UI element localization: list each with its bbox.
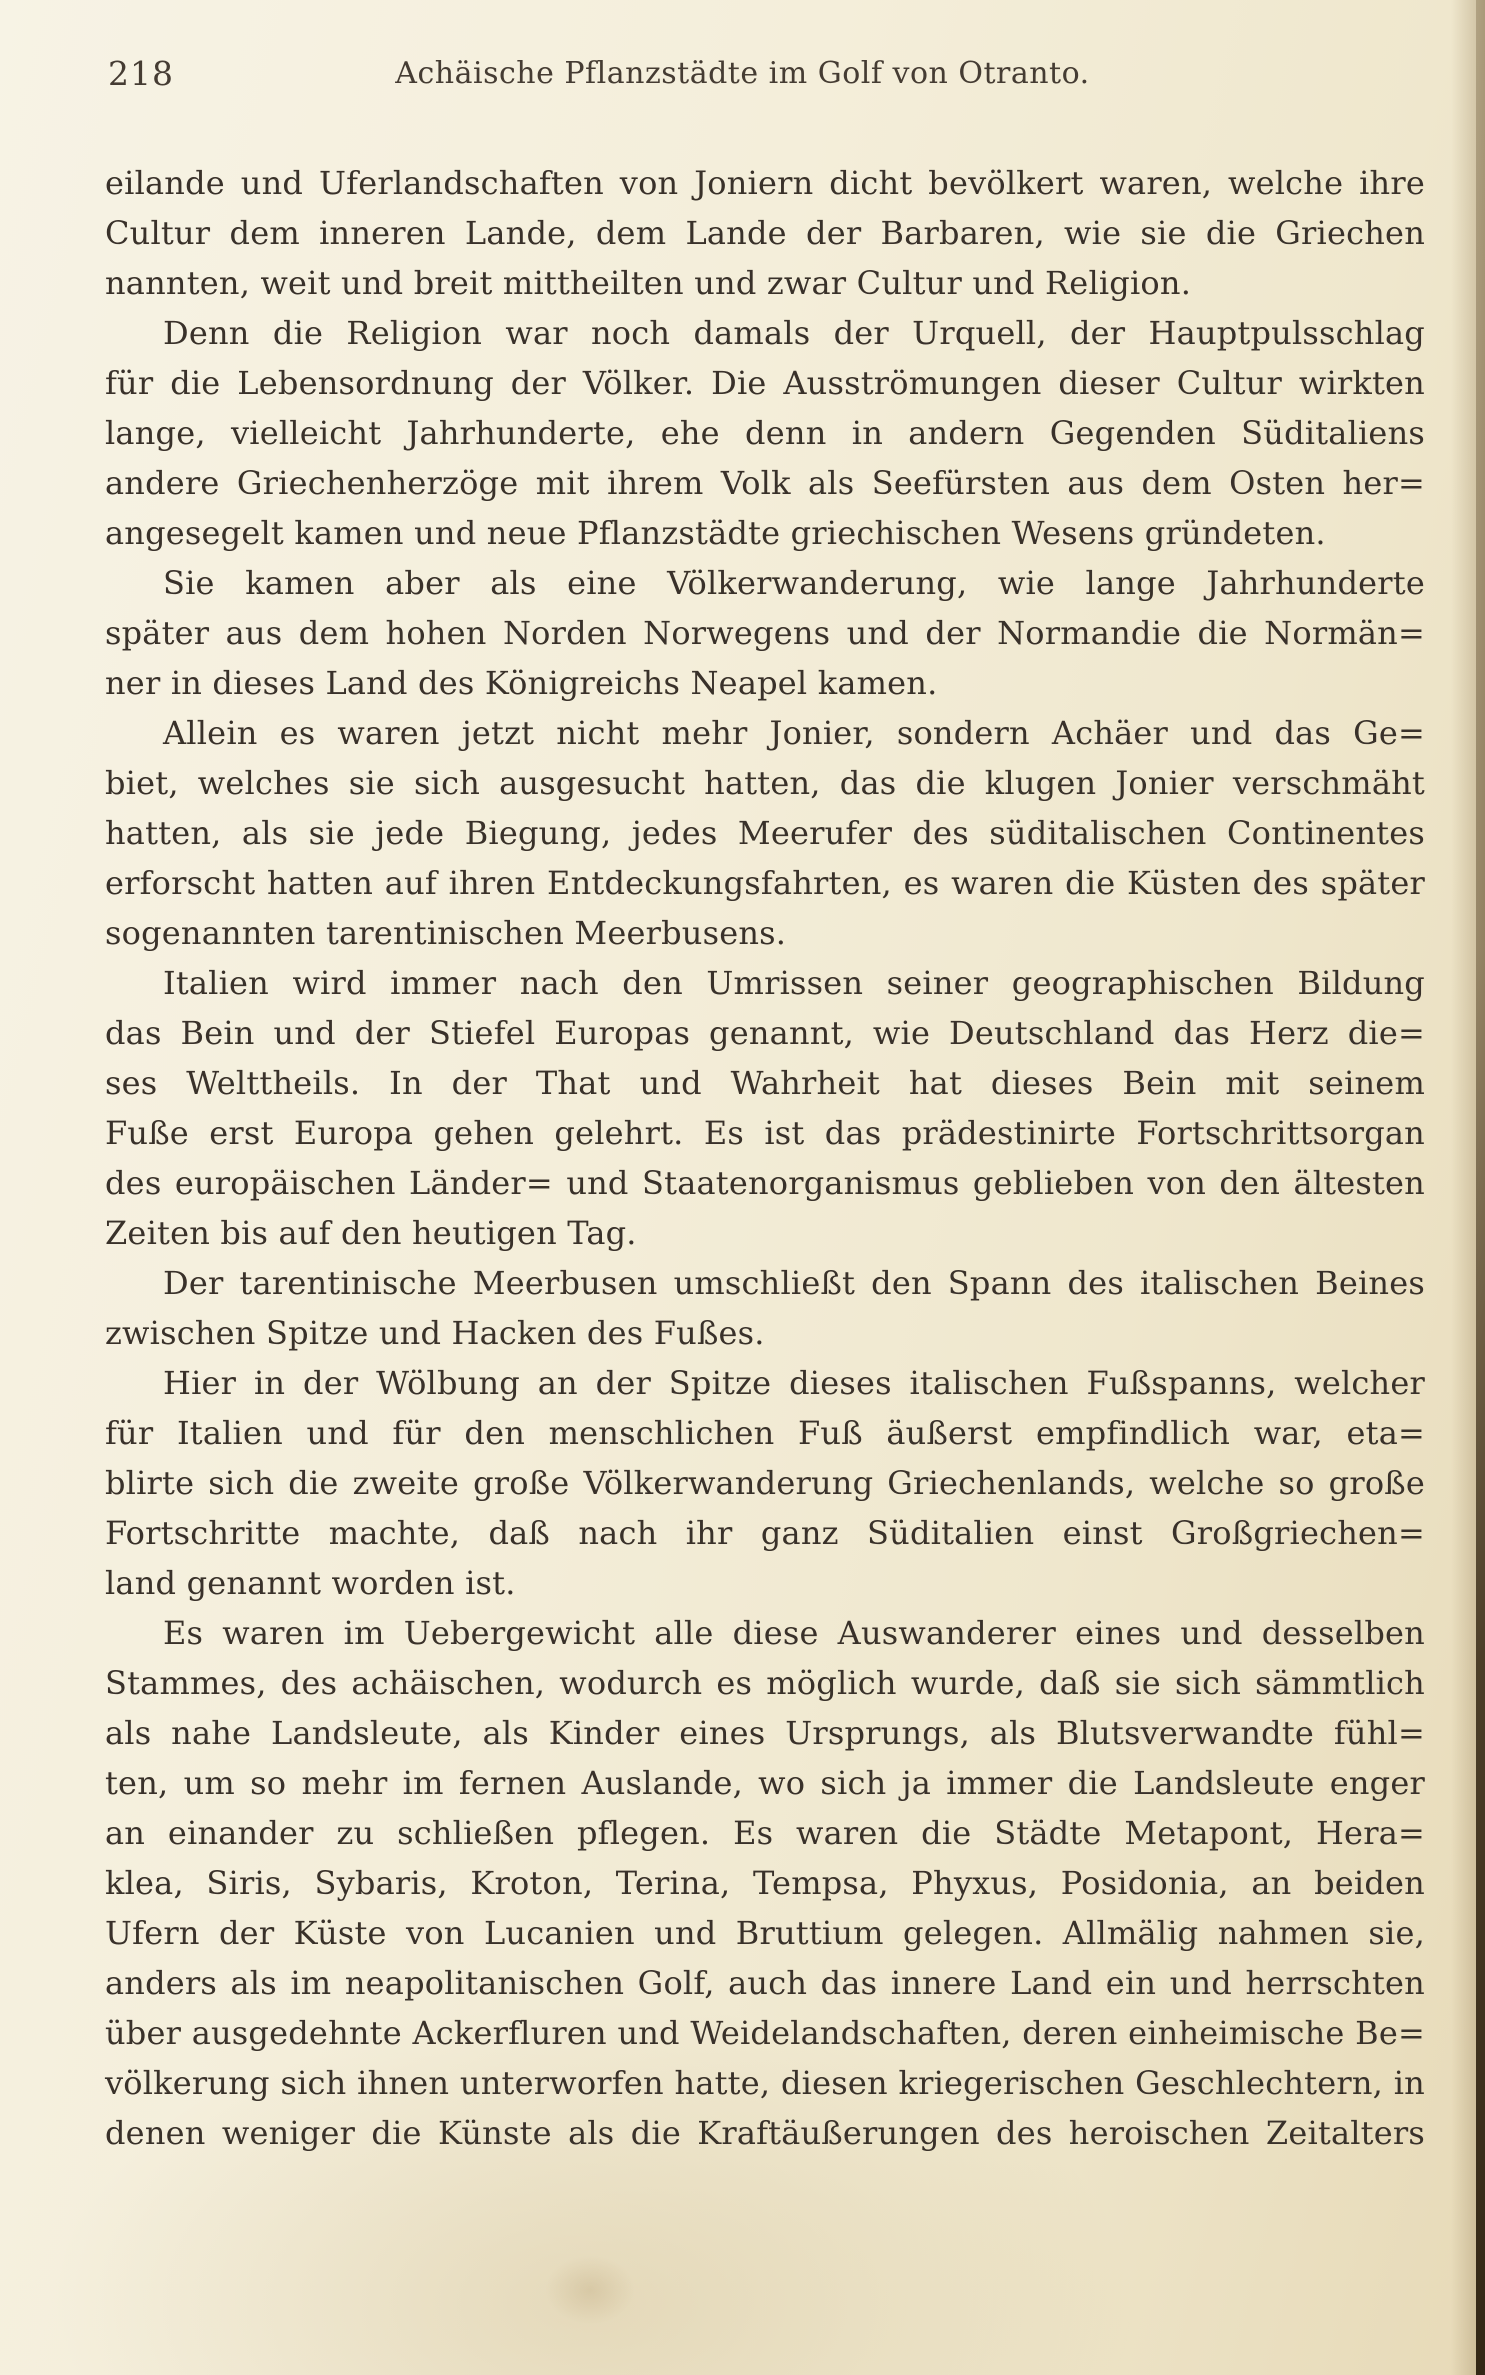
text-line: Cultur dem inneren Lande, dem Lande der Barbaren, wie sie die Griechen xyxy=(105,214,1425,252)
text-line: denen weniger die Künste als die Kraftäußerungen des heroischen Zeitalters xyxy=(105,2114,1425,2152)
text-line: ner in dieses Land des Königreichs Neapel kamen. xyxy=(105,664,938,702)
text-line: ses Welttheils. In der That und Wahrheit hat dieses Bein mit seinem xyxy=(105,1064,1425,1102)
text-line: Fuße erst Europa gehen gelehrt. Es ist das prädestinirte Fortschrittsorgan xyxy=(105,1114,1425,1152)
text-line: nannten, weit und breit mittheilten und zwar Cultur und Religion. xyxy=(105,264,1192,302)
text-line: völkerung sich ihnen unterworfen hatte, diesen kriegerischen Geschlechtern, in xyxy=(105,2064,1425,2102)
text-line: lange, vielleicht Jahrhunderte, ehe denn in andern Gegenden Süditaliens xyxy=(105,414,1425,452)
text-line: klea, Siris, Sybaris, Kroton, Terina, Tempsa, Phyxus, Posidonia, an beiden xyxy=(105,1864,1425,1902)
text-line: Es waren im Uebergewicht alle diese Auswanderer eines und desselben xyxy=(163,1614,1425,1652)
text-line: andere Griechenherzöge mit ihrem Volk als Seefürsten aus dem Osten her= xyxy=(105,464,1425,502)
text-line: zwischen Spitze und Hacken des Fußes. xyxy=(105,1314,765,1352)
text-line: blirte sich die zweite große Völkerwanderung Griechenlands, welche so große xyxy=(105,1464,1425,1502)
text-line: Zeiten bis auf den heutigen Tag. xyxy=(105,1214,637,1252)
text-line: an einander zu schließen pflegen. Es waren die Städte Metapont, Hera= xyxy=(105,1814,1425,1852)
text-line: Ufern der Küste von Lucanien und Bruttium gelegen. Allmälig nahmen sie, xyxy=(105,1914,1425,1952)
text-line: Stammes, des achäischen, wodurch es möglich wurde, daß sie sich sämmtlich xyxy=(105,1664,1425,1702)
text-line: angesegelt kamen und neue Pflanzstädte griechischen Wesens gründeten. xyxy=(105,514,1326,552)
text-line: anders als im neapolitanischen Golf, auch das innere Land ein und herrschten xyxy=(105,1964,1425,2002)
paper-stain xyxy=(545,2255,635,2325)
page-text xyxy=(105,158,1425,2158)
text-line: später aus dem hohen Norden Norwegens und der Normandie die Normän= xyxy=(105,614,1425,652)
text-line: über ausgedehnte Ackerfluren und Weidelandschaften, deren einheimische Be= xyxy=(105,2014,1425,2052)
book-edge xyxy=(1476,0,1485,2375)
text-line: Hier in der Wölbung an der Spitze dieses italischen Fußspanns, welcher xyxy=(163,1364,1425,1402)
running-header-title: Achäische Pflanzstädte im Golf von Otranto. xyxy=(395,56,1090,91)
page-header xyxy=(0,52,1485,96)
text-line: erforscht hatten auf ihren Entdeckungsfahrten, es waren die Küsten des später xyxy=(105,864,1425,902)
text-line: land genannt worden ist. xyxy=(105,1564,516,1602)
text-line: Denn die Religion war noch damals der Urquell, der Hauptpulsschlag xyxy=(163,314,1425,352)
text-line: Der tarentinische Meerbusen umschließt den Spann des italischen Beines xyxy=(163,1264,1425,1302)
text-line: biet, welches sie sich ausgesucht hatten, das die klugen Jonier verschmäht xyxy=(105,764,1425,802)
page-number: 218 xyxy=(108,54,174,93)
text-line: für die Lebensordnung der Völker. Die Ausströmungen dieser Cultur wirkten xyxy=(105,364,1425,402)
text-line: Fortschritte machte, daß nach ihr ganz Süditalien einst Großgriechen= xyxy=(105,1514,1425,1552)
text-line: das Bein und der Stiefel Europas genannt, wie Deutschland das Herz die= xyxy=(105,1014,1425,1052)
text-line: sogenannten tarentinischen Meerbusens. xyxy=(105,914,787,952)
text-line: eilande und Uferlandschaften von Joniern dicht bevölkert waren, welche ihre xyxy=(105,164,1425,202)
text-line: für Italien und für den menschlichen Fuß äußerst empfindlich war, eta= xyxy=(105,1414,1425,1452)
text-line: Sie kamen aber als eine Völkerwanderung, wie lange Jahrhunderte xyxy=(163,564,1425,602)
text-line: ten, um so mehr im fernen Auslande, wo sich ja immer die Landsleute enger xyxy=(105,1764,1425,1802)
text-line: Italien wird immer nach den Umrissen seiner geographischen Bildung xyxy=(163,964,1425,1002)
text-line: hatten, als sie jede Biegung, jedes Meerufer des süditalischen Continentes xyxy=(105,814,1425,852)
text-line: als nahe Landsleute, als Kinder eines Ursprungs, als Blutsverwandte fühl= xyxy=(105,1714,1425,1752)
text-line: Allein es waren jetzt nicht mehr Jonier, sondern Achäer und das Ge= xyxy=(163,714,1425,752)
text-line: des europäischen Länder= und Staatenorganismus geblieben von den ältesten xyxy=(105,1164,1425,1202)
